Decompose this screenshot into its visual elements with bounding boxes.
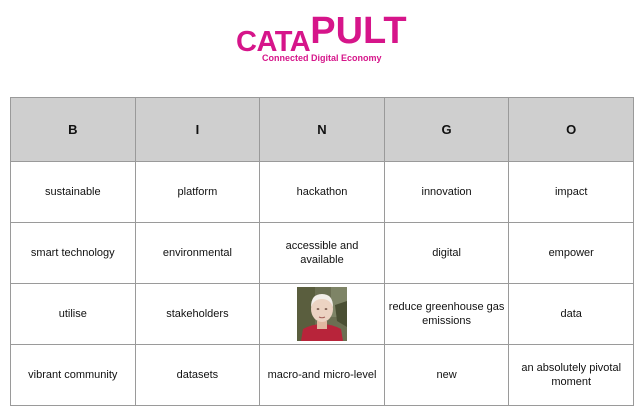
bingo-cell: utilise xyxy=(11,284,136,345)
bingo-cell: environmental xyxy=(135,223,260,284)
bingo-cell: stakeholders xyxy=(135,284,260,345)
header-n: N xyxy=(260,98,385,162)
bingo-cell: hackathon xyxy=(260,162,385,223)
header-o: O xyxy=(509,98,634,162)
bingo-header-row xyxy=(11,98,634,162)
bingo-cell: platform xyxy=(135,162,260,223)
bingo-cell: accessible and available xyxy=(260,223,385,284)
bingo-cell: an absolutely pivotal moment xyxy=(509,345,634,406)
logo-text-cata: CATA xyxy=(236,26,311,58)
logo-tagline: Connected Digital Economy xyxy=(262,53,382,63)
bingo-row xyxy=(11,162,634,223)
bingo-cell: vibrant community xyxy=(11,345,136,406)
bingo-cell: macro-and micro-level xyxy=(260,345,385,406)
bingo-cell: innovation xyxy=(384,162,509,223)
bingo-cell: impact xyxy=(509,162,634,223)
bingo-cell: sustainable xyxy=(11,162,136,223)
bingo-cell: new xyxy=(384,345,509,406)
bingo-cell: datasets xyxy=(135,345,260,406)
bingo-cell: empower xyxy=(509,223,634,284)
header-g: G xyxy=(384,98,509,162)
bingo-row xyxy=(11,223,634,284)
bingo-cell: data xyxy=(509,284,634,345)
bingo-cell: reduce greenhouse gas emissions xyxy=(384,284,509,345)
bingo-card xyxy=(10,97,634,406)
logo-text-pult: PULT xyxy=(310,10,407,52)
header-b: B xyxy=(11,98,136,162)
header-i: I xyxy=(135,98,260,162)
bingo-cell: digital xyxy=(384,223,509,284)
person-photo xyxy=(297,287,347,341)
bingo-row xyxy=(11,345,634,406)
bingo-cell: smart technology xyxy=(11,223,136,284)
bingo-row xyxy=(11,284,634,345)
bingo-center-cell xyxy=(260,284,385,345)
catapult-logo xyxy=(236,10,407,68)
